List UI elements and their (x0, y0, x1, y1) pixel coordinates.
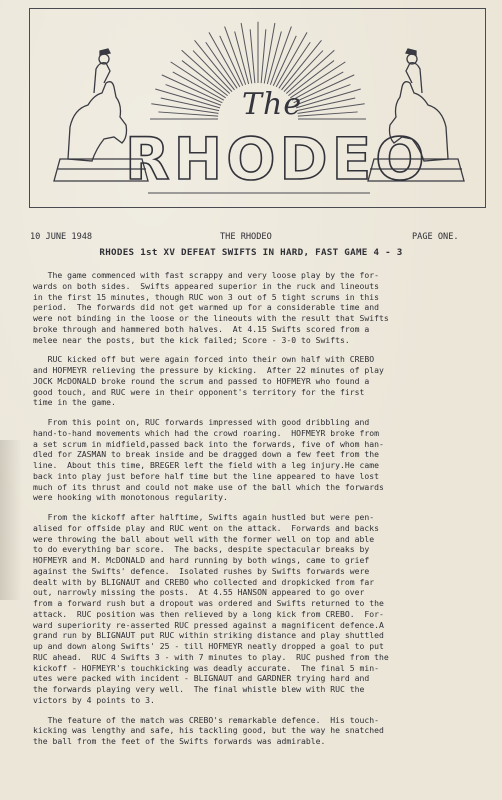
sunburst-ray (297, 98, 355, 111)
sunburst-ray (193, 51, 232, 92)
masthead-title: RHODEO (125, 125, 429, 193)
sunburst-ray (282, 40, 322, 90)
sunburst-ray (195, 40, 235, 90)
masthead-the: The (242, 87, 303, 122)
sunburst-ray (250, 29, 255, 83)
sunburst-ray (284, 51, 323, 92)
sunburst-ray (171, 62, 226, 98)
sunburst-ray (235, 31, 249, 84)
sunburst-ray (158, 112, 218, 116)
page-number: PAGE ONE. (412, 232, 459, 242)
paragraph: The feature of the match was CREBO's remarkable defence. His touch- kicking was lengthy and safe, his tackling good, but the way he snatched the ball from the feet of the Swifts forwards was admirable. (33, 714, 384, 746)
publication-name: THE RHODEO (220, 232, 272, 242)
sunburst-ray (267, 31, 281, 84)
sunburst-ray (270, 27, 291, 85)
paragraph: RUC kicked off but were again forced into their own half with CREBO and HOFMEYR relieving the pressure by kicking. After 22 minutes of play JOCK McDONALD broke round the scrum and passed to HOFMEYR who found a good touch, and RUC were in their opponent's territory for the first time in the game. (33, 354, 384, 408)
sunburst-ray (261, 29, 266, 83)
paragraph: From the kickoff after halftime, Swifts again hustled but were pen- alised for offside play and RUC went on the attack. Forwards and backs were throwing the ball about well with the former well on top and able to do everything bar score. The backs, despite spectacular breaks by HOFMEYR and M. McDONALD and hard running by both wings, came to grief against the Swifts' defence. Isolated rushes by Swifts forwards were dealt with by BLIGNAUT and CREBO who collected and dropkicked from far out, narrowly missing the posts. At 4.55 HANSON appeared to go over from a forward rush but a dropout was ordered and Swifts returned to the attack. RUC position was then relieved by a long kick from CREBO. For- ward superiority re-asserted RUC pressed against a magnificent defence.A grand run by BLIGNAUT put RUC within striking distance and play shuttled up and down along Swifts' 25 - till HOFMEYR neatly dropped a goal to put RUC ahead. RUC 4 Swifts 3 - with 7 minutes to play. RUC pushed from the kickoff - HOFMEYR's touchkicking was deadly accurate. The final 5 min- utes were packed with incident - BLIGNAUT and GARDNER trying hard and the forwards playing very well. The final whistle blew with RUC the victors by 4 points to 3. (33, 512, 389, 705)
paragraph: The game commenced with fast scrappy and very loose play by the for- wards on both sides. Swifts appeared superior in the ruck and lineouts in the first 15 minutes, though RUC won 3 out of 5 tight scrums in this period. The forwards did not get warmed up for a considerable time and were not binding in the loose or the lineouts with the result that Swifts broke through and hammered both halves. At 4.15 Swifts scored from a melee near the posts, but the kick failed; Score - 3-0 to Swifts. (33, 270, 389, 345)
article-body (33, 270, 473, 756)
paragraph: From this point on, RUC forwards impressed with good dribbling and hand-to-hand movements which had the crowd roaring. HOFMEYR broke from a set scrum in midfield,passed back into the forwards, five of whom han- dled for ZASMAN to break inside and be dragged down a few feet from the line. About this time, BREGER left the field with a leg injury.He came back into play just before half time but the line appeared to have lost much of its thrust and could not make use of the ball which the forwards were hooking with monotonous regularity. (33, 417, 384, 503)
issue-date: 10 JUNE 1948 (30, 232, 93, 242)
sunburst-ray (182, 61, 228, 96)
sunburst-ray (298, 112, 358, 116)
page-edge-smudge (0, 440, 22, 600)
sunburst-ray (225, 27, 246, 85)
masthead (29, 8, 486, 208)
sunburst-ray (161, 98, 219, 111)
article-headline: RHODES 1st XV DEFEAT SWIFTS IN HARD, FAST GAME 4 - 3 (99, 247, 403, 258)
